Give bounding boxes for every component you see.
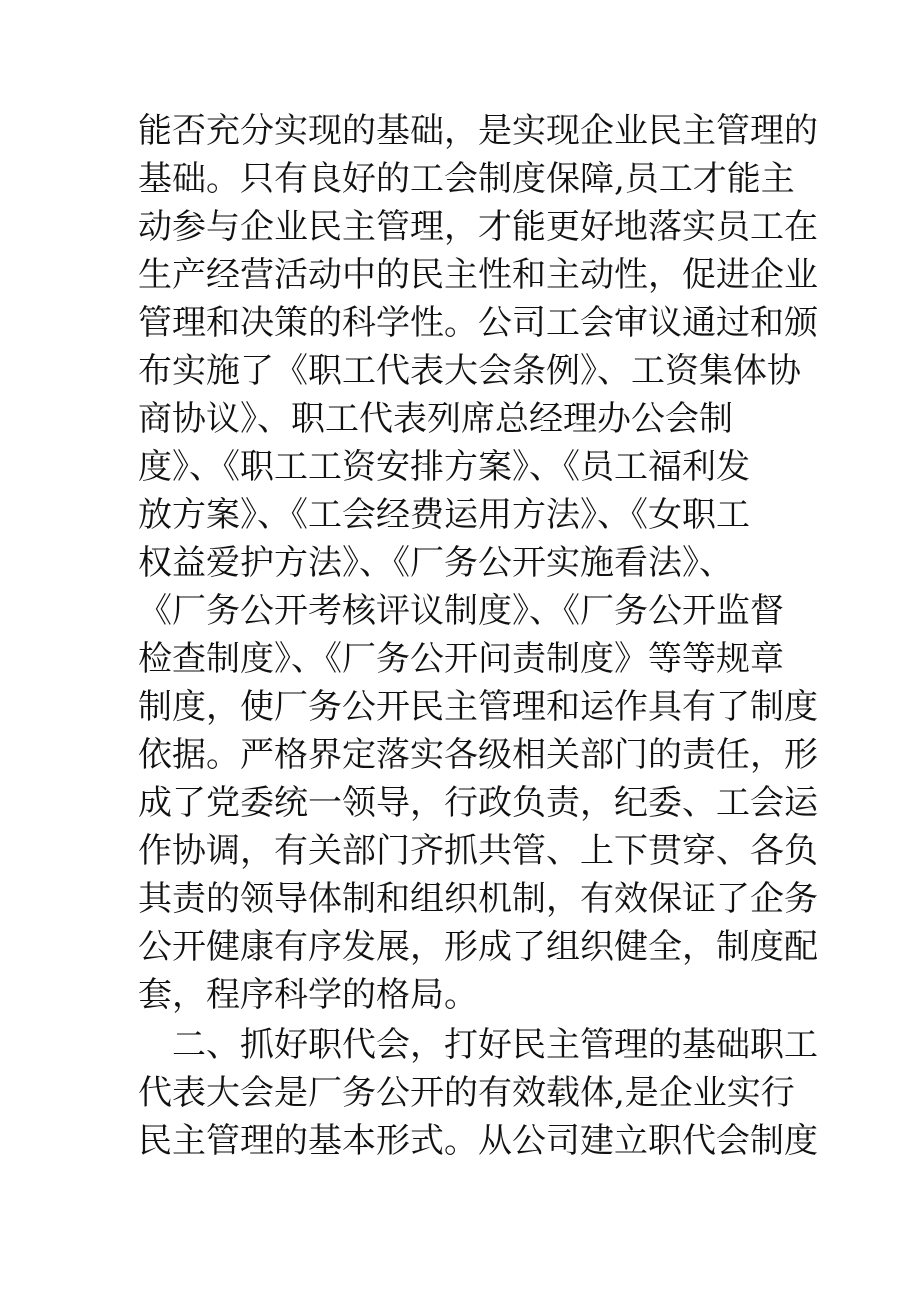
text-line: 管理和决策的科学性。公司工会审议通过和颁 [138,303,818,343]
text-line: 其责的领导体制和组织机制，有效保证了企务 [138,879,818,919]
text-line: 《厂务公开考核评议制度》、《厂务公开监督 [138,591,784,631]
text-line: 民主管理的基本形式。从公司建立职代会制度 [138,1121,818,1161]
text-line: 依据。严格界定落实各级相关部门的责任，形 [138,735,818,775]
text-line: 代表大会是厂务公开的有效载体,是企业实行 [138,1073,795,1113]
text-line: 作协调，有关部门齐抓共管、上下贯穿、各负 [138,831,818,871]
text-line: 能否充分实现的基础，是实现企业民主管理的 [138,111,818,151]
text-line: 生产经营活动中的民主性和主动性，促进企业 [138,255,818,295]
text-line: 布实施了《职工代表大会条例》、工资集体协 [138,351,801,391]
text-line: 公开健康有序发展，形成了组织健全，制度配 [138,927,818,967]
text-line: 放方案》、《工会经费运用方法》、《女职工 [138,495,750,535]
text-line: 基础。只有良好的工会制度保障,员工才能主 [138,159,795,199]
text-line: 检查制度》、《厂务公开问责制度》等等规章 [138,639,784,679]
text-line: 商协议》、职工代表列席总经理办公会制 [138,399,733,439]
text-line: 动参与企业民主管理，才能更好地落实员工在 [138,207,818,247]
text-line: 成了党委统一领导，行政负责，纪委、工会运 [138,783,818,823]
paragraph-first-line: 二、抓好职代会，打好民主管理的基础职工 [172,1025,818,1065]
text-line: 度》、《职工工资安排方案》、《员工福利发 [138,447,750,487]
text-line: 制度，使厂务公开民主管理和运作具有了制度 [138,687,818,727]
text-line: 权益爱护方法》、《厂务公开实施看法》、 [138,543,733,583]
text-line: 套，程序科学的格局。 [138,975,478,1015]
